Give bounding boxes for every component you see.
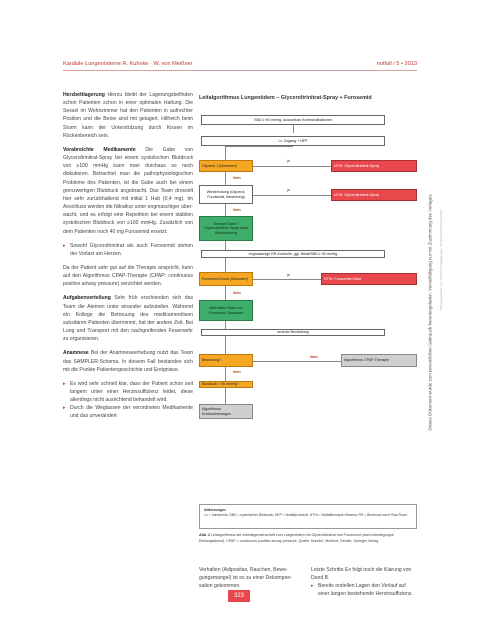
paragraph-heading: Anamnese xyxy=(63,350,89,357)
flow-node-nthi-furosemid: NTHI: Furosemid-Gabe xyxy=(321,273,417,285)
paragraph-body: Hierzu bleibt der Lagerungsbefinden schon Patienten schon in einer optimalen Haltung. Die Sessel im Wohnzimmer hat den Patienten in aufrechter Position und die Beine sind mit gelagert. Hilfreich beim Sturm kann der Unterstützung durch Kissen im Rückenbereich sein. xyxy=(63,92,193,139)
label-ja: ja xyxy=(287,159,290,163)
connector xyxy=(225,241,226,250)
flow-node-nthi-glycerol-1: NTHI: Glyceroltrinitrat-Spray xyxy=(331,160,417,172)
right-paragraph: Letzte Schritte Es folgt noch die Klarung von Dund B. xyxy=(311,567,412,582)
flow-node-furosemid-check: Furosemid-Dosis (Messwert) xyxy=(199,272,253,286)
paragraph-body: Sehr früh erschienden sich das Team die Atemen unter einander aufzuteilen. Während ein Kollege die Betreuung des medikamentösen subsitären Patienten übernimmt, hat der andere Zeit. Bei Lung und Transport mit den nachgreifenden Feuerwehr zu organisieren. xyxy=(63,295,193,343)
connector xyxy=(253,279,321,280)
flow-node-iv-access: i.v. Zugang + NFP xyxy=(201,136,385,146)
right-text-column xyxy=(311,566,417,599)
middle-text-column xyxy=(199,566,299,590)
paragraph-body: Die Gabe von Glyceroltrinitrat-Spray bei einem systolischen Blutdruck von ≥100 mmHg kann man durchaus so noch diskutieren. Betrachtet man die pathophysiologischen Probleme des Patienten, ist die Gabe auch bei einem grenzwertigen Blutdruck angebracht. Das Team drosselt hier sehr zurückhaltend mit initial 1 Hub (0,4 mg). Im Anschluss werden die Nitratkur unter engmaschiger überwacht, und es erfolgt eine Repetition bei einem stabilen systolischen Blutdruck von ≥100 mmHg. Zusätzlich von dem Patienten noch 40 mg Furosemid ersetzt. xyxy=(63,146,194,235)
header-rule xyxy=(63,70,417,71)
flow-node-reassessment: erneute Beurteilung xyxy=(201,329,385,336)
flow-node-bp-check: Blutdruck < 90 mmHg? xyxy=(199,381,253,388)
bullet-item: ▸ Durch die Weglassen der verordneten Medikamente und das unverändert xyxy=(63,404,193,420)
label-nein: Nein xyxy=(310,355,318,359)
abbreviations-text: i.v. = intravenös; SBD = systolischer Blutdruck; NFP = Notfallprotokoll; NTHI = Notfalltherapie-Hinweis; RR = Blutdruck nach Riva-Rocci xyxy=(204,513,407,518)
paragraph-aufgabenverteilung xyxy=(63,294,193,343)
label-nein: Nein xyxy=(233,208,241,212)
paragraph-cpap: Da der Patient sehr gut auf die Therapie anspricht, kann auf den Algorithmus CPAP-Therapie (CPAP: continuous positive airway pressure) verzichtet werden. xyxy=(63,264,193,288)
flow-node-circulatory-failure: Algorithmus Kreislaufversagen xyxy=(199,404,253,419)
connector xyxy=(225,336,226,354)
label-ja: ja xyxy=(287,188,290,192)
flow-node-glycerol-check: Glycerol 1 (Messwert) xyxy=(199,160,253,172)
vertical-note-text: Dieses Dokument wurde zum persönlichen Gebrauch heruntergeladen. Vervielfältigung nur mit Zustimmung des Verlages. xyxy=(427,193,433,431)
flow-node-repeat: Wiederholung (Glycerol, Furosemid, Bewertung) xyxy=(199,185,253,204)
connector xyxy=(225,258,226,272)
left-text-column xyxy=(63,91,193,427)
label-nein: Nein xyxy=(233,176,241,180)
abbreviations-box xyxy=(199,504,417,529)
bullet-list xyxy=(63,242,193,258)
middle-paragraph: Verhalten (Adipositas, Rauchen, Bewegungsmangel) ist es zu einer Dekompensation gekommen. xyxy=(199,567,292,590)
vertical-copyright-note xyxy=(422,92,438,532)
connector xyxy=(253,361,341,362)
connector xyxy=(225,321,226,329)
paragraph-heading: Aufgabenverteilung xyxy=(63,295,111,302)
running-header-left: Kardiale Lungenödeme R. Kuhnke · W. von Meißner xyxy=(63,61,193,67)
label-nein: Nein xyxy=(233,291,241,295)
flow-node-nthi-glycerol-2: NTHI: Glyceroltrinitrat-Spray xyxy=(331,189,417,201)
bullet-list xyxy=(63,380,193,421)
connector xyxy=(225,146,226,160)
caption-label: Abb. 2 xyxy=(199,533,210,537)
connector xyxy=(225,172,226,185)
flow-node-start: SBD ≥ 90 mmHg, Ausschluss Kontraindikationen xyxy=(201,115,385,125)
connector xyxy=(253,195,331,196)
paragraph-heading: Vorabreichte Medikamente xyxy=(63,146,136,153)
bullet-item: ▸ Es wird sehr schnell klar, dass der Patient schon seit langem unter einer Herzinsuffizienz leidet, diese allerdings nicht ausrichtend behandelt wird. xyxy=(63,380,193,404)
side-meta-text: Heruntergeladen von: Thieme Verlagsgruppe. Urheberrechtlich geschützt. xyxy=(439,209,443,311)
paragraph-herzbettlagerung xyxy=(63,91,193,140)
label-nein: Nein xyxy=(233,370,241,374)
connector xyxy=(225,204,226,216)
flow-node-improvement: Besserung? xyxy=(199,354,253,367)
connector xyxy=(253,166,331,167)
figure-caption xyxy=(199,533,417,544)
flow-node-rr-control: engmaschige RR-Kontrolle, ggf. Nitrat/SBD ≥ 90 mmHg xyxy=(201,250,385,258)
flow-node-furosemid-alt: Alternative Gabe von Furosemid, Dosiswert xyxy=(199,300,253,321)
paragraph-body: Bei der Anamneseerhebung nutzt das Team das SAMPLER-Schema. In diesem Fall bestanden sich mit die Punkte Patientengeschichte und Ereignisse. xyxy=(63,350,193,373)
connector xyxy=(225,286,226,300)
label-ja: ja xyxy=(287,273,290,277)
vertical-side-meta xyxy=(437,160,445,360)
connector xyxy=(293,125,294,133)
paragraph-heading: Herzbettlagerung xyxy=(63,92,105,98)
paragraph-anamnese xyxy=(63,349,193,373)
running-header-right: notfall / 5 • 2013 xyxy=(376,61,417,67)
flow-node-repeat-glycerol: Erneute Gabe? Glyceroltrinitrat-Spray nach Wiederholung xyxy=(199,216,253,241)
bullet-item: ▸ Bereits erstellen Lagen den Verlauf auf einer langen bestehende Herzinsuffizienz. xyxy=(311,582,417,598)
bullet-item: ▸ Sowohl Glyceroltrinitrat als auch Furosemid stehen der Vorlast am Herzen. xyxy=(63,242,193,258)
connector xyxy=(225,388,226,404)
connector xyxy=(225,367,226,381)
abbreviations-title: Abkürzungen xyxy=(204,508,226,512)
connector xyxy=(225,146,293,147)
page-number: 323 xyxy=(228,590,250,602)
caption-text: Leitalgorithmus der Arbeitsgemeinschaft zum Lungenödem mit Glyceroltrinitrat und Furosemid (nach Arbeitsgruppe Rettungsdienst). CPAP = continuous positive airway pressure, Quelle: Kuhnke, Meißner, Kerstin, Springer Verlag. xyxy=(199,533,394,543)
flowchart-title: Leitalgorithmus Lungenödem – Glyceroltrinitrat-Spray + Furosemid xyxy=(199,95,372,101)
flow-node-cpap: Algorithmus CPAP-Therapie xyxy=(341,354,417,367)
bullet-list xyxy=(311,582,417,598)
paragraph-medikamente xyxy=(63,146,193,236)
